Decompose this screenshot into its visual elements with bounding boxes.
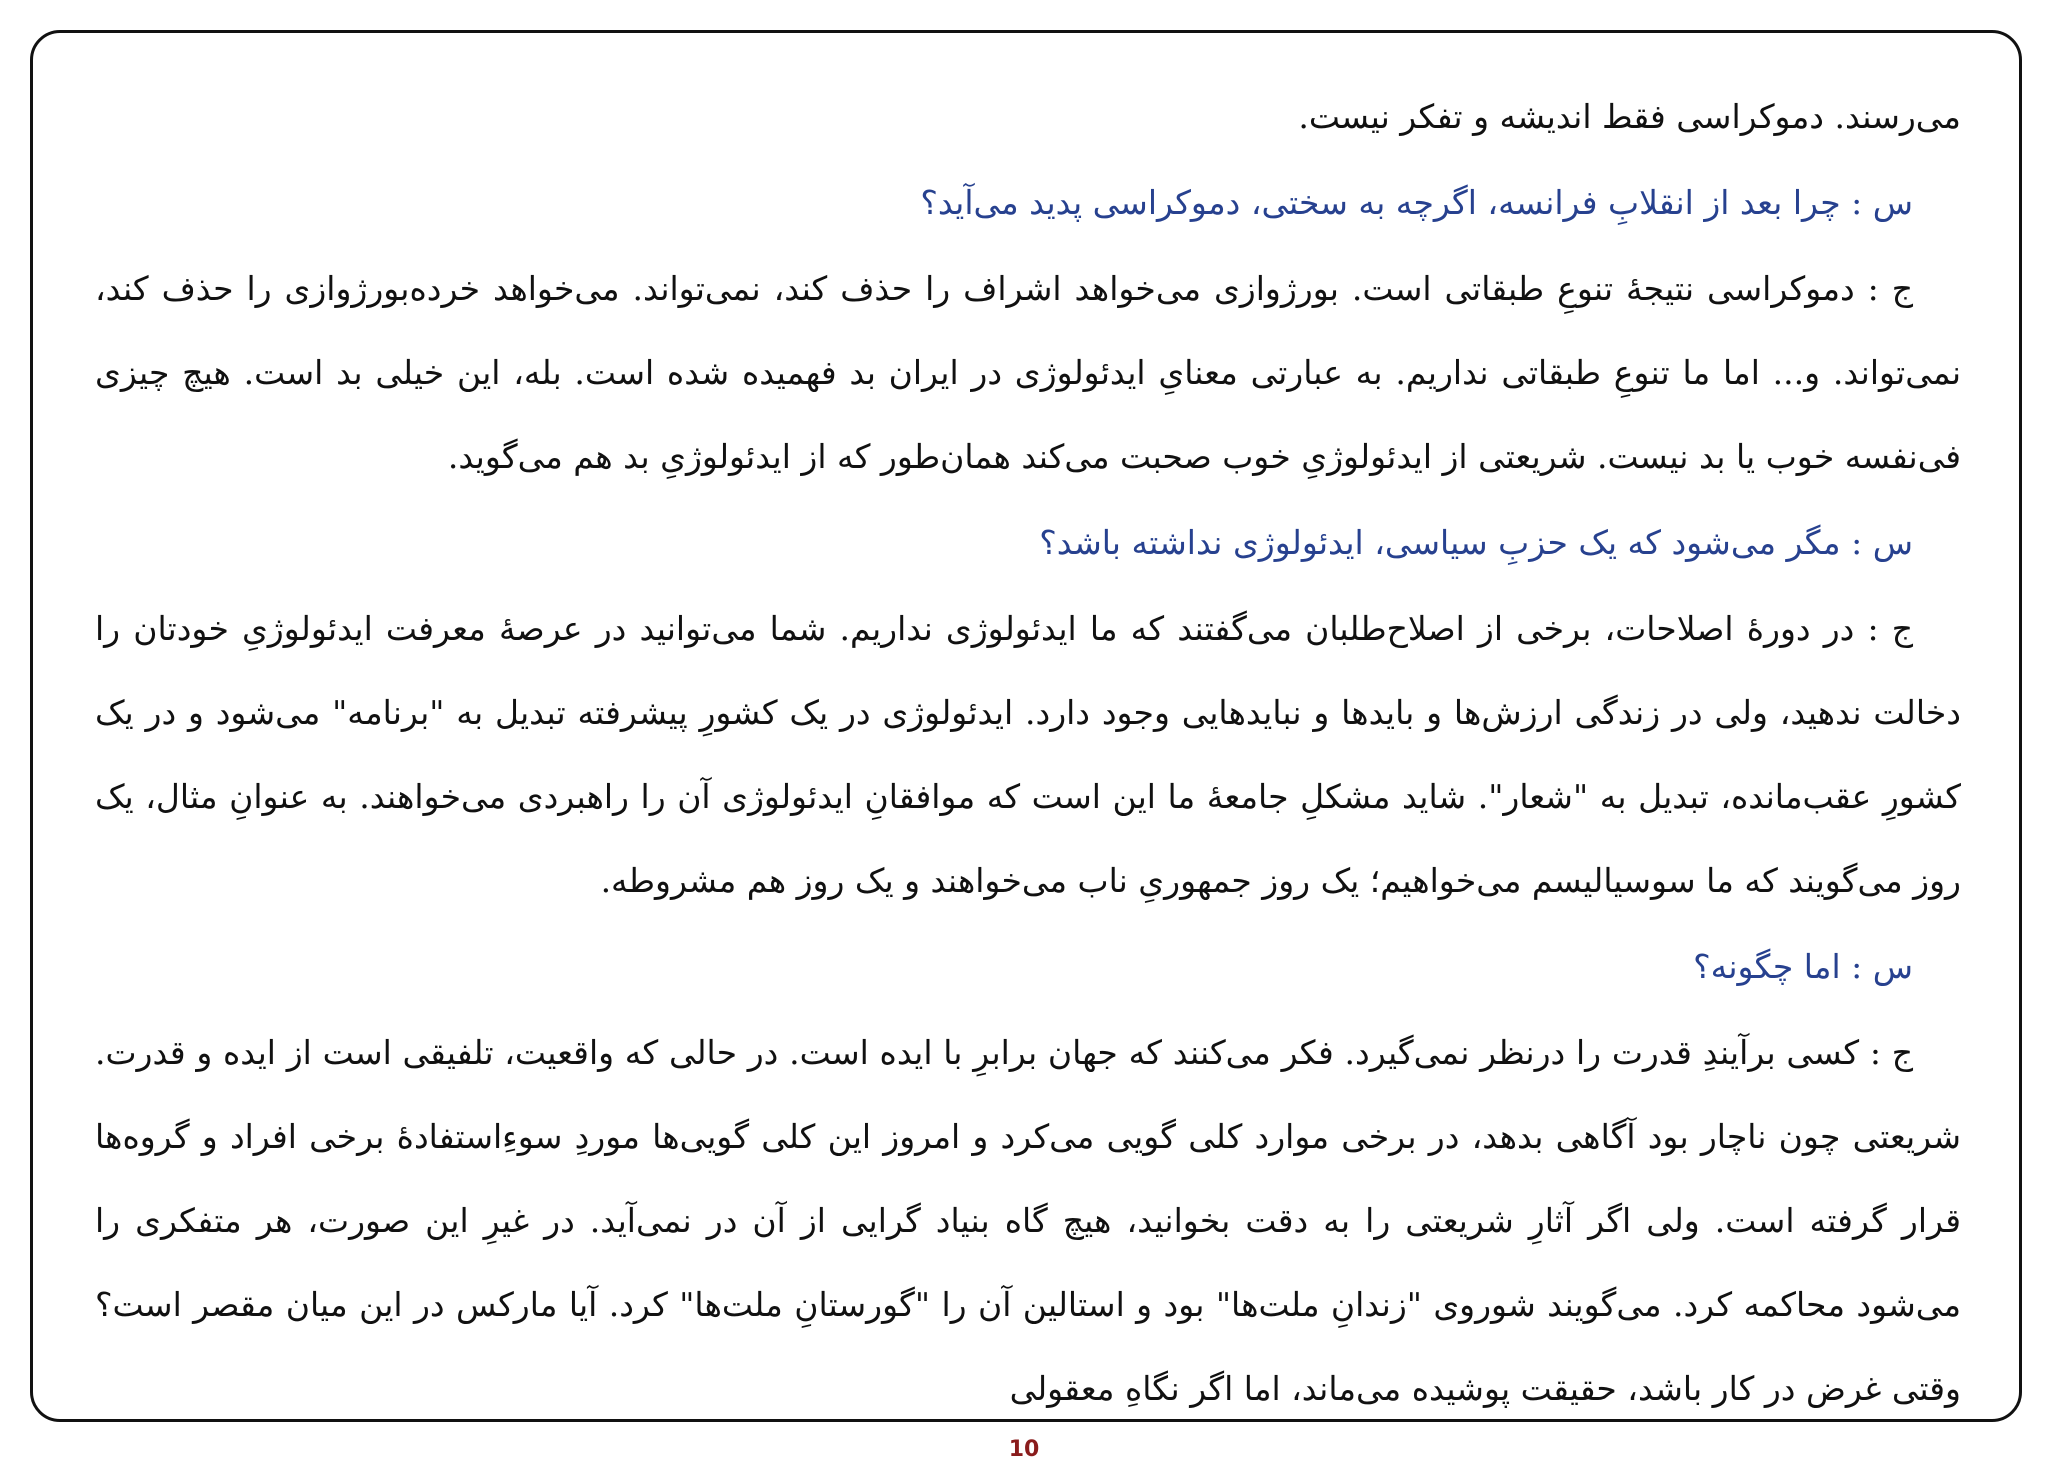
question-3: س : اما چگونه؟ [1693,947,1913,986]
question-2: س : مگر می‌شود که یک حزبِ سیاسی، ایدئولوژی نداشته باشد؟ [1039,523,1913,562]
answer-2: ج : در دورهٔ اصلاحات، برخی از اصلاح‌طلبان می‌گفتند که ما ایدئولوژی نداریم. شما می‌توانید در عرصهٔ معرفت ایدئولوژیِ خودتان را دخالت ندهید، ولی در زندگی ارزش‌ها و بایدها و نبایدهایی وجود دارد. ایدئولوژی در یک کشورِ پیشرفته تبدیل به "برنامه" می‌شود و در یک کشورِ عقب‌مانده، تبدیل به "شعار". شاید مشکلِ جامعهٔ ما این است که موافقانِ ایدئولوژی آن را راهبردی می‌خواهند. به عنوانِ مثال، یک روز می‌گویند که ما سوسیالیسم می‌خواهیم؛ یک روز جمهوریِ ناب می‌خواهند و یک روز هم مشروطه. [95,609,1961,900]
question-1: س : چرا بعد از انقلابِ فرانسه، اگرچه به سختی، دموکراسی پدید می‌آید؟ [920,183,1913,222]
answer-1: ج : دموکراسی نتیجهٔ تنوعِ طبقاتی است. بورژوازی می‌خواهد اشراف را حذف کند، نمی‌تواند. می‌خواهد خرده‌بورژوازی را حذف کند، نمی‌تواند. و... اما ما تنوعِ طبقاتی نداریم. به عبارتی معنایِ ایدئولوژی در ایران بد فهمیده شده است. بله، این خیلی بد است. هیچ چیزی فی‌نفسه خوب یا بد نیست. شریعتی از ایدئولوژیِ خوب صحبت می‌کند همان‌طور که از ایدئولوژیِ بد هم می‌گوید. [95,269,1961,476]
continuation-paragraph: می‌رسند. دموکراسی فقط اندیشه و تفکر نیست. [1298,97,1961,136]
page-number: 10 [1008,1437,1040,1462]
answer-3: ج : کسی برآیندِ قدرت را درنظر نمی‌گیرد. فکر می‌کنند که جهان برابرِ با ایده است. در حالی که واقعیت، تلفیقی است از ایده و قدرت. شریعتی چون ناچار بود آگاهی بدهد، در برخی موارد کلی گویی می‌کرد و امروز این کلی گویی‌ها موردِ سوءِاستفادهٔ برخی افراد و گروه‌ها قرار گرفته است. ولی اگر آثارِ شریعتی را به دقت بخوانید، هیچ گاه بنیاد گرایی از آن در نمی‌آید. در غیرِ این صورت، هر متفکری را می‌شود محاکمه کرد. می‌گویند شوروی "زندانِ ملت‌ها" بود و استالین آن را "گورستانِ ملت‌ها" کرد. آیا مارکس در این میان مقصر است؟ وقتی غرض در کار باشد، حقیقت پوشیده می‌ماند، اما اگر نگاهِ معقولی [95,1033,1961,1408]
document-body [95,75,1961,1431]
